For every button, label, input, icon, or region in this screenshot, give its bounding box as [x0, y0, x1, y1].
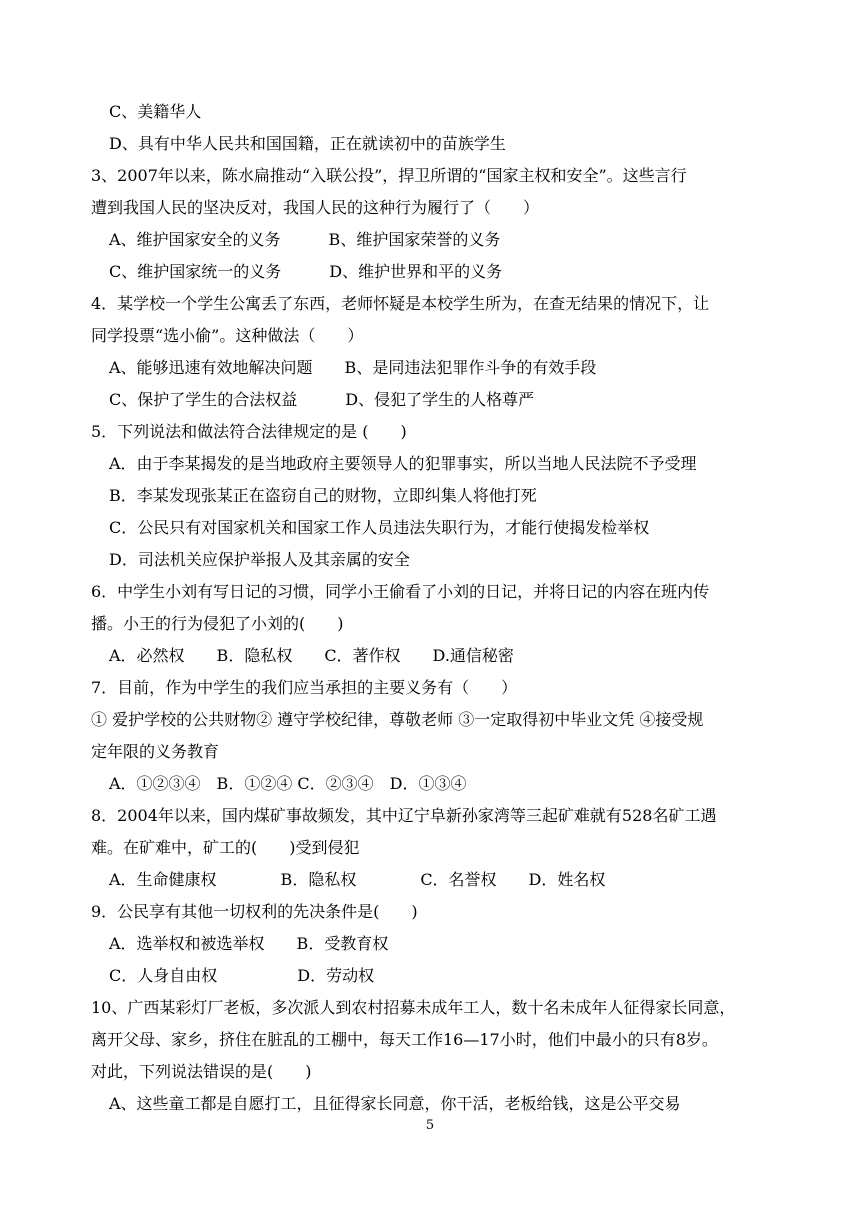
page-number: 5	[425, 1118, 435, 1133]
question-9: 9．公民享有其他一切权利的先决条件是( )	[91, 902, 418, 921]
option-a-q5: A．由于李某揭发的是当地政府主要领导人的犯罪事实，所以当地人民法院不予受理	[109, 454, 697, 473]
option-c-q5: C．公民只有对国家机关和国家工作人员违法失职行为，才能行使揭发检举权	[109, 518, 650, 537]
option-c-q2: C、美籍华人	[109, 102, 202, 121]
options-q4-ab: A、能够迅速有效地解决问题 B、是同违法犯罪作斗争的有效手段	[109, 358, 597, 377]
question-7: 7．目前，作为中学生的我们应当承担的主要义务有（ ）	[91, 678, 518, 697]
question-7-items-line-1: ① 爱护学校的公共财物② 遵守学校纪律，尊敬老师 ③一定取得初中毕业文凭 ④接受规	[91, 710, 704, 729]
question-4-line-1: 4．某学校一个学生公寓丢了东西，老师怀疑是本校学生所为，在查无结果的情况下，让	[91, 294, 710, 313]
question-8-line-1: 8．2004年以来，国内煤矿事故频发，其中辽宁阜新孙家湾等三起矿难就有528名矿工遇	[91, 806, 717, 825]
option-b-q5: B．李某发现张某正在盗窃自己的财物，立即纠集人将他打死	[109, 486, 537, 505]
options-q4-cd: C、保护了学生的合法权益 D、侵犯了学生的人格尊严	[109, 390, 535, 409]
options-q8: A．生命健康权 B．隐私权 C．名誉权 D．姓名权	[109, 870, 606, 889]
question-4-line-2: 同学投票“选小偷”。这种做法（ ）	[91, 326, 364, 345]
question-10-line-2: 离开父母、家乡，挤住在脏乱的工棚中，每天工作16—17小时，他们中最小的只有8岁。	[91, 1030, 718, 1049]
option-d-q2: D、具有中华人民共和国国籍，正在就读初中的苗族学生	[109, 134, 506, 153]
options-q3-ab: A、维护国家安全的义务 B、维护国家荣誉的义务	[109, 230, 501, 249]
question-6-line-2: 播。小王的行为侵犯了小刘的( )	[91, 614, 344, 633]
question-3-line-1: 3、2007年以来，陈水扁推动“入联公投”，捍卫所谓的“国家主权和安全”。这些言行	[91, 166, 687, 185]
options-q7: A．①②③④ B．①②④ C．②③④ D．①③④	[109, 774, 467, 793]
options-q6: A．必然权 B．隐私权 C．著作权 D.通信秘密	[109, 646, 514, 665]
option-d-q5: D．司法机关应保护举报人及其亲属的安全	[109, 550, 410, 569]
question-10-line-1: 10、广西某彩灯厂老板，多次派人到农村招募未成年工人，数十名未成年人征得家长同意，	[91, 998, 736, 1017]
question-6-line-1: 6．中学生小刘有写日记的习惯，同学小王偷看了小刘的日记，并将日记的内容在班内传	[91, 582, 710, 601]
options-q9-ab: A．选举权和被选举权 B．受教育权	[109, 934, 389, 953]
question-3-line-2: 遭到我国人民的坚决反对，我国人民的这种行为履行了（ ）	[91, 198, 540, 217]
question-7-items-line-2: 定年限的义务教育	[91, 742, 220, 761]
options-q9-cd: C．人身自由权 D．劳动权	[109, 966, 375, 985]
question-10-line-3: 对此，下列说法错误的是( )	[91, 1062, 312, 1081]
option-a-q10: A、这些童工都是自愿打工，且征得家长同意，你干活，老板给钱，这是公平交易	[109, 1094, 681, 1113]
question-8-line-2: 难。在矿难中，矿工的( )受到侵犯	[91, 838, 360, 857]
options-q3-cd: C、维护国家统一的义务 D、维护世界和平的义务	[109, 262, 503, 281]
question-5: 5．下列说法和做法符合法律规定的是 ( )	[91, 422, 407, 441]
